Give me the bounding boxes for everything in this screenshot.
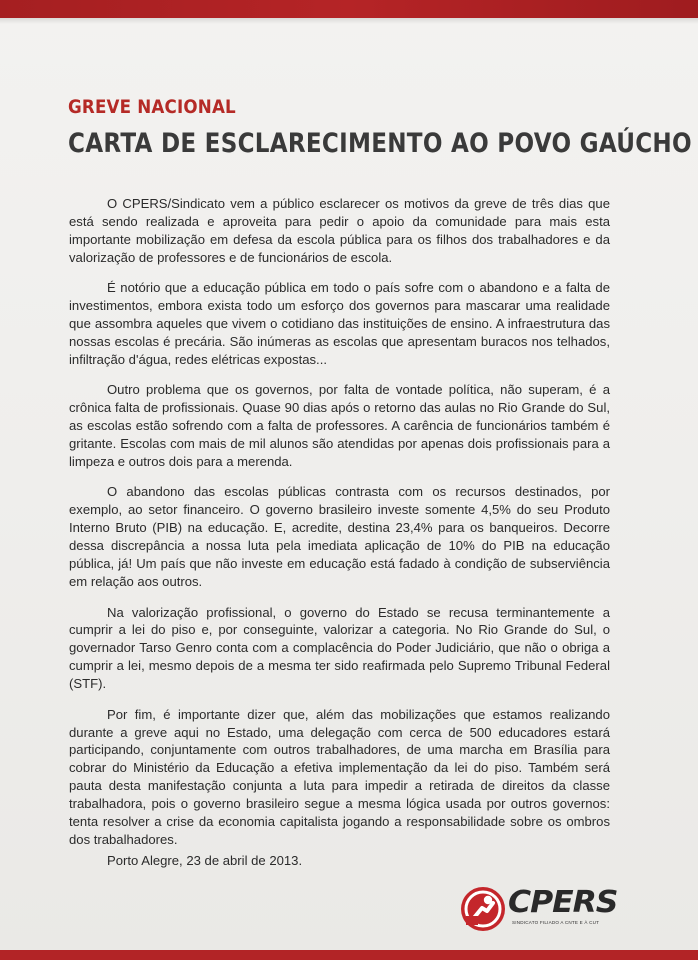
cpers-wordmark: CPERS: [508, 885, 618, 920]
bottom-red-band: [0, 950, 698, 960]
paragraph-4: O abandono das escolas públicas contrasta com os recursos destinados, por exemplo, ao setor financeiro. O governo brasileiro investe somente 4,5% do seu Produto Interno Bruto (PIB) na educação. E, acredite, destina 23,4% para os banqueiros. Decorre dessa discrepância a nossa luta pela imediata aplicação de 10% do PIB na educação pública, já! Um país que não investe em educação está fadado à condição de subserviência em relação aos outros.: [69, 484, 610, 589]
letter-subtitle: GREVE NACIONAL: [68, 96, 236, 118]
cpers-emblem-icon: [460, 886, 506, 932]
paragraph-5: Na valorização profissional, o governo do Estado se recusa terminantemente a cumprir a lei do piso e, por conseguinte, valorizar a categoria. No Rio Grande do Sul, o governador Tarso Genro conta com a complacência do Poder Judiciário, que não o obriga a cumprir a lei, mesmo depois de a mesma ter sido reafirmada pelo Supremo Tribunal Federal (STF).: [69, 604, 610, 692]
letter-body: [69, 195, 610, 861]
top-red-band: [0, 0, 698, 18]
paragraph-3: Outro problema que os governos, por falta de vontade política, não superam, é a crônica falta de profissionais. Quase 90 dias após o retorno das aulas no Rio Grande do Sul, as escolas estão sofrendo com a falta de professores. A carência de funcionários também é gritante. Escolas com mais de mil alunos são atendidas por apenas dois profissionais para a limpeza e outros dois para a merenda.: [69, 382, 610, 469]
cpers-logo: [458, 884, 618, 932]
paragraph-1: O CPERS/Sindicato vem a público esclarecer os motivos da greve de três dias que está sendo realizada e aproveita para pedir o apoio da comunidade para mais esta importante mobilização em defesa da escola pública para os filhos dos trabalhadores e da valorização de professores e de funcionários de escola.: [69, 196, 610, 265]
paragraph-2: É notório que a educação pública em todo o país sofre com o abandono e a falta de investimentos, embora exista todo um esforço dos governos para mascarar uma realidade que assombra aqueles que vivem o cotidiano das instituições de ensino. A infraestrutura das nossas escolas é precária. São inúmeras as escolas que apresentam buracos nos telhados, infiltração d'água, redes elétricas expostas...: [69, 280, 610, 367]
paragraph-6: Por fim, é importante dizer que, além das mobilizações que estamos realizando durante a greve aqui no Estado, uma delegação com cerca de 500 educadores estará participando, conjuntamente com outros trabalhadores, de uma marcha em Brasília para cobrar do Ministério da Educação a efetiva implementação da lei do piso. Também será pauta desta manifestação conjunta a luta para impedir a retirada de direitos da classe trabalhadora, pois o governo brasileiro segue a mesma lógica usada por outros governos: tenta resolver a crise da economia capitalista jogando a responsabilidade sobre os ombros dos trabalhadores.: [69, 706, 610, 847]
letter-title: CARTA DE ESCLARECIMENTO AO POVO GAÚCHO: [68, 128, 692, 159]
top-band-shadow: [0, 18, 698, 24]
place-date-signoff: Porto Alegre, 23 de abril de 2013.: [107, 853, 303, 868]
cpers-tagline: SINDICATO FILIADO A CNTE E À CUT: [512, 920, 600, 925]
